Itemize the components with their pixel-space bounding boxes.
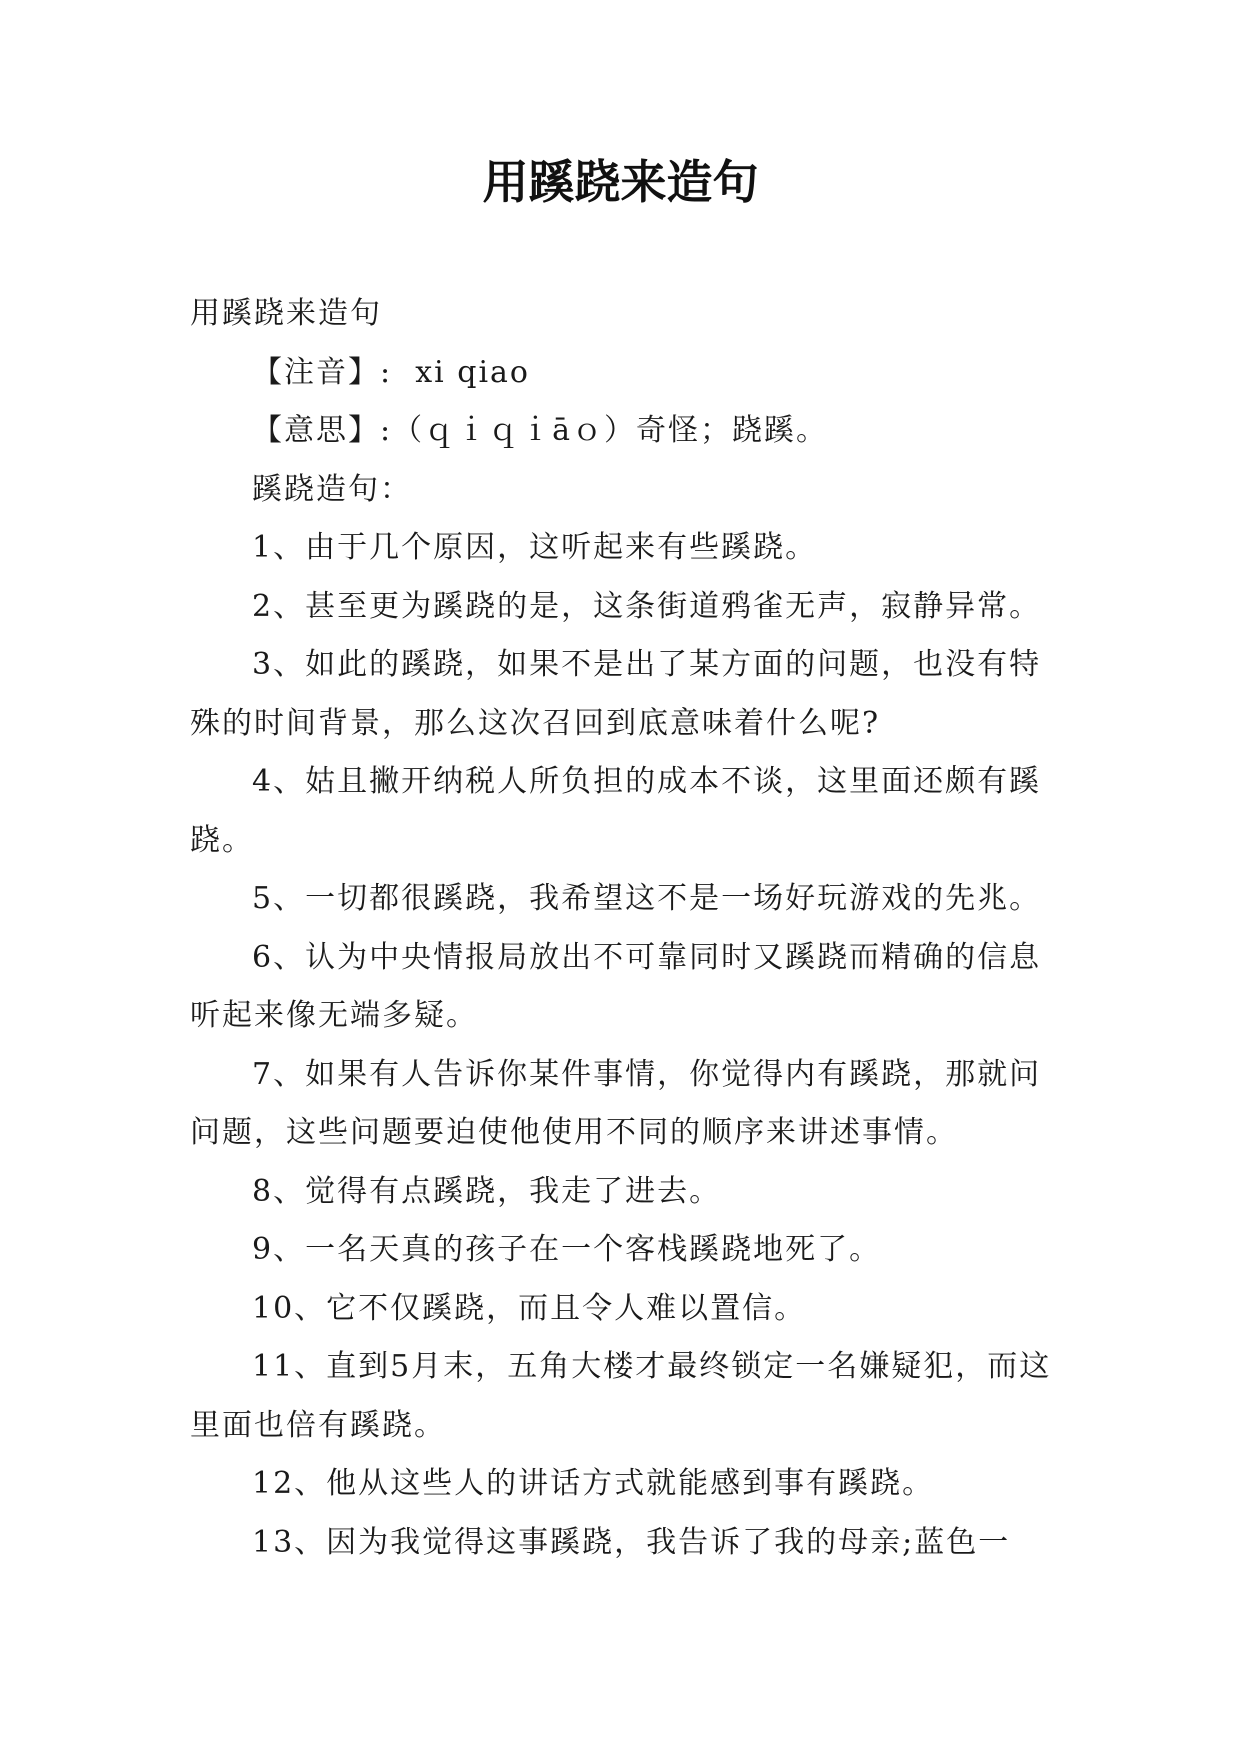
- pinyin-label: 【注音】:: [252, 354, 393, 390]
- sentence-item: 12、他从这些人的讲话方式就能感到事有蹊跷。: [252, 1466, 935, 1501]
- document-body: [190, 285, 1070, 1572]
- sentence-item: 9、一名天真的孩子在一个客栈蹊跷地死了。: [252, 1232, 882, 1267]
- sentence-item: 5、一切都很蹊跷，我希望这不是一场好玩游戏的先兆。: [252, 881, 1042, 916]
- sentence-item: 8、觉得有点蹊跷，我走了进去。: [252, 1173, 722, 1209]
- meaning-line: [190, 402, 1070, 461]
- sentence-item: 13、因为我觉得这事蹊跷，我告诉了我的母亲;蓝色一: [252, 1524, 1011, 1560]
- section-heading: 蹊跷造句：: [252, 471, 412, 507]
- sentence-item: 11、直到5月末，五角大楼才最终锁定一名嫌疑犯，而这里面也倍有蹊跷。: [190, 1349, 1052, 1443]
- document-title: 用蹊跷来造句: [482, 155, 759, 209]
- sentence-item: 3、如此的蹊跷，如果不是出了某方面的问题，也没有特殊的时间背景，那么这次召回到底意味着什么呢?: [190, 647, 1042, 741]
- sentence-item: 10、它不仅蹊跷，而且令人难以置信。: [252, 1290, 807, 1326]
- meaning-value: （ｑｉｑｉāｏ）奇怪；跷蹊。: [392, 413, 828, 448]
- sentence-item: 1、由于几个原因，这听起来有些蹊跷。: [252, 530, 818, 565]
- sentence-item: 2、甚至更为蹊跷的是，这条街道鸦雀无声，寂静异常。: [252, 588, 1042, 624]
- sentence-item: 7、如果有人告诉你某件事情，你觉得内有蹊跷，那就问问题，这些问题要迫使他使用不同的顺序来讲述事情。: [190, 1056, 1042, 1150]
- pinyin-line: [190, 344, 1070, 403]
- document-subtitle: 用蹊跷来造句: [190, 296, 382, 331]
- meaning-label: 【意思】:: [252, 413, 393, 448]
- pinyin-value: xi qiao: [415, 354, 530, 390]
- sentence-item: 6、认为中央情报局放出不可靠同时又蹊跷而精确的信息听起来像无端多疑。: [190, 939, 1042, 1033]
- sentence-item: 4、姑且撇开纳税人所负担的成本不谈，这里面还颇有蹊跷。: [190, 764, 1042, 858]
